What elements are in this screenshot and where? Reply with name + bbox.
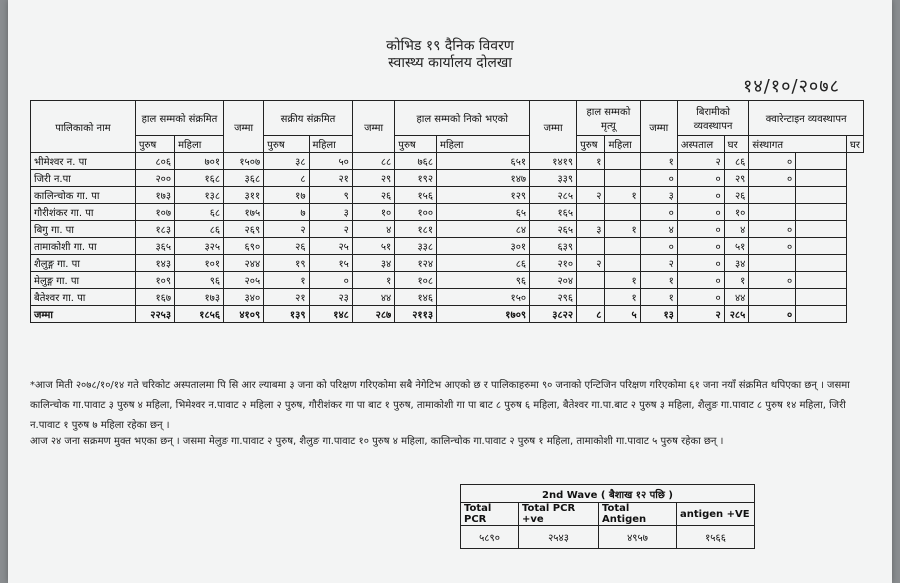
table-cell: २०० [135,170,174,187]
table-cell: २९६ [530,289,577,306]
table-cell: ६८ [175,204,224,221]
table-cell: ९ [309,187,352,204]
table-cell: ३ [640,187,677,204]
palika-name: बिगु गा. पा [31,221,136,238]
table-cell: १२४ [395,255,437,272]
palika-name: कालिन्चोक गा. पा [31,187,136,204]
wave-header: Total Antigen [599,503,677,526]
table-cell: १ [605,187,640,204]
header-active: सक्रीय संक्रमित [264,101,353,136]
table-cell: ४४ [352,289,394,306]
table-cell: ३११ [224,187,264,204]
table-cell: २१ [264,289,309,306]
wave-header: Total PCR +ve [519,503,599,526]
table-cell: ४ [352,221,394,238]
table-cell: १४८ [309,306,352,323]
table-row [31,170,864,187]
table-cell: ६५ [437,204,530,221]
table-cell: ४ [724,221,749,238]
table-cell: २१० [530,255,577,272]
table-cell: २०५ [224,272,264,289]
table-cell: २६९ [224,221,264,238]
table-cell [796,153,847,170]
table-cell [605,204,640,221]
table-cell: १९२ [395,170,437,187]
table-cell: २ [264,221,309,238]
header-patient-mgmt: बिरामीको व्यवस्थापन [677,101,748,136]
table-cell: १६५ [530,204,577,221]
wave-value: २५४३ [519,526,599,549]
sub-female: महिला [309,136,352,153]
table-cell: १ [640,272,677,289]
table-cell: ४ [640,221,677,238]
table-cell [796,170,847,187]
table-cell: ० [640,204,677,221]
table-cell: १४७ [437,170,530,187]
sub-home: घर [847,136,864,153]
sub-male: पुरुष [264,136,309,153]
table-cell [605,238,640,255]
table-cell [605,170,640,187]
table-cell: ८०६ [135,153,174,170]
table-cell: १९ [264,255,309,272]
table-cell: १५० [437,289,530,306]
sub-institutional: संस्थागत [749,136,847,153]
table-cell [605,153,640,170]
table-cell: २९ [352,170,394,187]
table-cell: ४१०९ [224,306,264,323]
table-cell: १०९ [135,272,174,289]
table-cell [796,255,847,272]
table-row [31,221,864,238]
table-row [31,272,864,289]
table-cell: १४३ [135,255,174,272]
table-cell: ० [677,238,724,255]
table-cell: २ [677,306,724,323]
table-cell: ७६८ [395,153,437,170]
table-cell: ५१ [724,238,749,255]
table-cell: १ [605,272,640,289]
table-cell: ३४ [724,255,749,272]
report-title: कोभिड १९ दैनिक विवरण [386,38,514,54]
palika-name: गौरीशंकर गा. पा [31,204,136,221]
sub-male: पुरुष [577,136,605,153]
table-cell: ३०१ [437,238,530,255]
note-new-cases: *आज मिती २०७८/१०/१४ गते चरिकोट अस्पतालमा पि सि आर ल्याबमा ३ जना को परिक्षण गरिएकोमा सबै नेगेटिभ आएको छ र पालिकाहरुमा ९० जनाको एन्टिजिन परिक्षण गरिएकोमा ६१ जना नयाँ संक्रमित थपिएका छन् । जसमा कालिन्चोक गा.पावाट ३ पुरुष ४ महिला, भिमेश्वर न.पावाट २ महिला २ पुरुष, गौरीशंकर गा पा बाट १ पुरुष, तामाकोशी गा पा बाट ८ पुरुष ६ महिला, बैतेश्वर गा.पा.बाट २ पुरुष ३ महिला, शैलुङ गा.पावाट ८ पुरुष १४ महिला, जिरी न.पावाट १ पुरुष ७ महिला रहेका छन् । [30,380,850,431]
table-cell: ० [640,238,677,255]
table-row [31,204,864,221]
table-cell: ३८२२ [530,306,577,323]
table-cell: ८६ [437,255,530,272]
table-row [31,306,864,323]
table-cell: २ [577,187,605,204]
table-cell: ० [677,170,724,187]
table-cell [749,255,796,272]
table-cell: १२९ [437,187,530,204]
table-cell [577,238,605,255]
table-cell: ० [677,255,724,272]
sub-male: पुरुष [395,136,437,153]
table-cell: ३ [577,221,605,238]
table-cell: ० [749,153,796,170]
table-cell: १ [577,153,605,170]
header-quarantine: क्वारेन्टाइन व्यवस्थापन [749,101,864,136]
table-cell: ० [677,187,724,204]
palika-name: भीमेश्वर न. पा [31,153,136,170]
table-cell: १५६ [395,187,437,204]
header-recovered-total: जम्मा [530,101,577,153]
table-cell: २ [640,255,677,272]
table-cell: २ [677,153,724,170]
table-cell: २८५ [724,306,749,323]
table-cell: ३६८ [224,170,264,187]
table-cell: १८५६ [175,306,224,323]
palika-name: जम्मा [31,306,136,323]
table-cell [796,238,847,255]
sub-home: घर [724,136,749,153]
table-cell: ८४ [437,221,530,238]
document-sheet [8,0,892,583]
table-cell: ३३९ [530,170,577,187]
table-cell: ० [677,289,724,306]
table-cell: ० [677,204,724,221]
table-cell: ० [749,170,796,187]
sub-male: पुरुष [135,136,174,153]
table-cell: ३२५ [175,238,224,255]
sub-female: महिला [175,136,224,153]
table-cell: १६७ [135,289,174,306]
table-cell: १४६ [395,289,437,306]
palika-name: जिरी न.पा [31,170,136,187]
table-cell: ३६५ [135,238,174,255]
palika-name: मेलुङ्ग गा. पा [31,272,136,289]
table-cell: ३३८ [395,238,437,255]
table-cell: ६९० [224,238,264,255]
table-cell: १७३ [175,289,224,306]
wave-title: 2nd Wave ( बैशाख १२ पछि ) [461,485,755,503]
table-cell: १ [605,289,640,306]
table-cell: ५ [605,306,640,323]
palika-name: शैलुङ्ग गा. पा [31,255,136,272]
table-cell: १७०९ [437,306,530,323]
table-cell: १८३ [135,221,174,238]
table-cell [796,272,847,289]
table-cell: ० [749,306,796,323]
table-cell: १ [352,272,394,289]
table-cell: ० [677,221,724,238]
table-cell: १८१ [395,221,437,238]
table-cell: २१ [309,170,352,187]
table-cell: ३४० [224,289,264,306]
table-cell: ८ [264,170,309,187]
table-row [31,153,864,170]
table-cell: ९६ [437,272,530,289]
table-cell: ८ [577,306,605,323]
sub-hospital: अस्पताल [677,136,724,153]
table-cell: २८५ [530,187,577,204]
table-row [31,289,864,306]
table-cell: १०७ [135,204,174,221]
table-cell: १०१ [175,255,224,272]
table-cell [796,187,847,204]
sub-female: महिला [437,136,530,153]
table-cell [577,289,605,306]
wave-header: antigen +VE [677,503,755,526]
table-cell [749,187,796,204]
table-cell: ३८ [264,153,309,170]
table-cell: २६५ [530,221,577,238]
table-cell: ८८ [352,153,394,170]
table-cell: १७ [264,187,309,204]
table-cell: ७०१ [175,153,224,170]
header-active-total: जम्मा [352,101,394,153]
table-cell: १७३ [135,187,174,204]
palika-name: तामाकोशी गा. पा [31,238,136,255]
table-cell [796,204,847,221]
table-cell [577,170,605,187]
table-cell: ३ [309,204,352,221]
table-cell: ७ [264,204,309,221]
table-cell: २२५३ [135,306,174,323]
wave-value: ५८९० [461,526,519,549]
header-palika: पालिकाको नाम [31,101,136,153]
wave-header: Total PCR [461,503,519,526]
table-cell [796,306,847,323]
header-deaths: हाल सम्मको मृत्यू [577,101,641,136]
table-row [31,255,864,272]
header-deaths-total: जम्मा [640,101,677,153]
table-cell: २ [577,255,605,272]
table-cell: ६५१ [437,153,530,170]
table-cell: २३ [309,289,352,306]
header-total-infected: हाल सम्मको संक्रमित [135,101,223,136]
table-cell: १० [724,204,749,221]
table-cell: ३४ [352,255,394,272]
wave-value: ४९५७ [599,526,677,549]
table-cell: ८६ [724,153,749,170]
table-cell [577,204,605,221]
covid-daily-table [30,100,864,323]
table-cell [749,289,796,306]
table-cell: ० [677,272,724,289]
table-cell: १५०७ [224,153,264,170]
note-recovered: आज २४ जना सक्रमण मुक्त भएका छन् । जसमा मेलुङ गा.पावाट २ पुरुष, शैलुङ गा.पावाट १० पुरुष ४ महिला, कालिन्चोक गा.पावाट २ पुरुष १ महिला, तामाकोशी गा.पावाट ५ पुरुष रहेका छन् । [30,436,724,447]
report-date: १४/१०/२०७८ [743,76,841,97]
table-cell [796,289,847,306]
table-cell: २५ [309,238,352,255]
table-cell: १ [264,272,309,289]
table-cell: १० [352,204,394,221]
table-row [31,187,864,204]
table-cell: २११३ [395,306,437,323]
table-cell [605,255,640,272]
wave-value: १५६६ [677,526,755,549]
table-cell: १ [724,272,749,289]
table-cell: १०८ [395,272,437,289]
table-cell: ९६ [175,272,224,289]
table-cell: २९ [724,170,749,187]
table-cell: १३८ [175,187,224,204]
table-cell: २४४ [224,255,264,272]
header-recovered: हाल सम्मको निको भएको [395,101,530,136]
table-cell: १ [640,289,677,306]
table-cell: १३९ [264,306,309,323]
table-cell: १७५ [224,204,264,221]
table-cell: १०० [395,204,437,221]
table-cell: ० [640,170,677,187]
table-cell [749,204,796,221]
table-cell: २०४ [530,272,577,289]
table-cell: ८६ [175,221,224,238]
table-row [31,238,864,255]
table-cell: ० [749,272,796,289]
table-cell: २६ [724,187,749,204]
sub-female: महिला [605,136,640,153]
table-cell: ५० [309,153,352,170]
second-wave-table [460,484,755,549]
table-cell: १४१९ [530,153,577,170]
table-cell: २६ [264,238,309,255]
table-cell: ४४ [724,289,749,306]
table-cell: २ [309,221,352,238]
table-cell: २६ [352,187,394,204]
table-cell: १३ [640,306,677,323]
header-total: जम्मा [224,101,264,153]
palika-name: बैतेश्वर गा. पा [31,289,136,306]
table-cell: ५१ [352,238,394,255]
table-cell: ६३९ [530,238,577,255]
table-cell: १ [605,221,640,238]
table-cell: १ [640,153,677,170]
table-cell: १५ [309,255,352,272]
table-cell: १६८ [175,170,224,187]
office-name: स्वास्थ्य कार्यालय दोलखा [388,55,512,71]
table-cell: ० [749,238,796,255]
table-cell: ० [309,272,352,289]
table-cell: २८७ [352,306,394,323]
table-cell [796,221,847,238]
table-cell: ० [749,221,796,238]
table-cell [577,272,605,289]
